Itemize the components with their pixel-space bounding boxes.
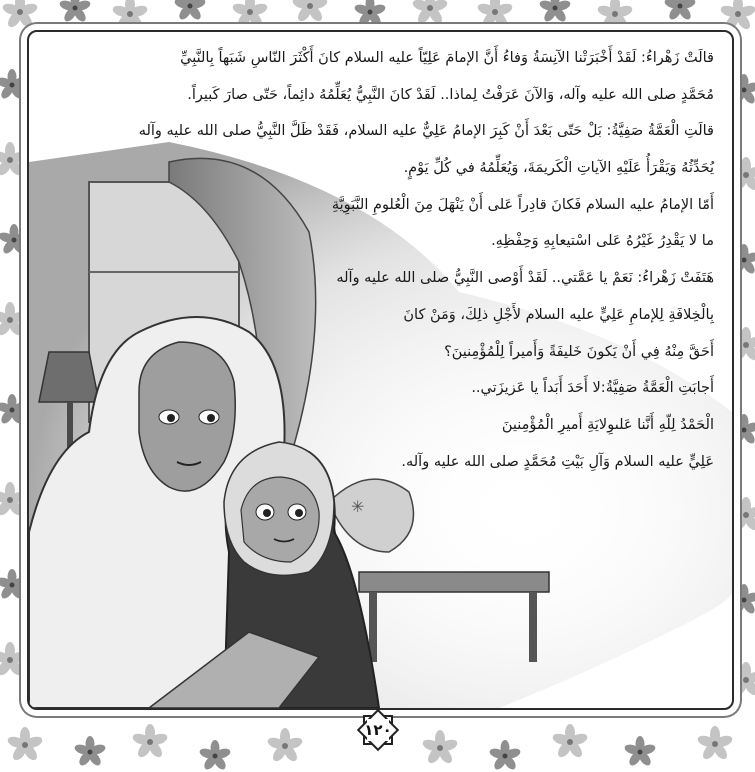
page-number-badge [355,708,401,752]
story-line: قالَتِ الْعَمَّةُ صَفِيَّةُ: بَلْ حَتّى بَعْدَ أَنْ كَبِرَ الإمامُ عَلِيٌّ عليه السلام، فَقَدْ ظَلَّ النَّبِيُّ صلى الله عليه وآله [138,123,714,140]
story-line: هَتَفَتْ زَهْراءُ: نَعَمْ يا عَمَّتي.. لَقَدْ أَوْصى النَّبِيُّ صلى الله عليه وآله [336,270,714,287]
story-line: يُحَدِّثُهُ وَيَقْرَأُ عَلَيْهِ الآياتِ الْكَريمَةَ، وَيُعَلِّمُهُ في كُلِّ يَوْمٍ. [403,160,714,177]
story-line: قالَتْ زَهْراءُ: لَقَدْ أَخْبَرَتْنا الآنِسَةُ وَفاءُ أَنَّ الإمامَ عَلِيّاً عليه السلام كانَ أَكْثَرَ النّاسِ شَبَهاً بِالنَّبِيِّ [180,50,714,66]
story-line: ما لا يَقْدِرُ غَيْرُهُ عَلى اسْتيعابِهِ وَحِفْظِهِ. [491,233,714,250]
page-number: ١٢٠ [364,721,392,739]
svg-text:✳: ✳ [351,497,365,516]
story-line: بِالْخِلافَةِ لِلإمامِ عَلِيٍّ عليه السلام لأَجْلِ ذلِكَ، وَمَنْ كانَ [403,306,714,323]
girl-face [241,477,319,562]
story-line: الْحَمْدُ لِلّهِ أَنَّنا عَلىوِلايَةِ أَميرِ الْمُؤْمِنينَ [501,416,714,433]
story-text [34,40,714,480]
story-page [27,30,734,710]
table [359,572,549,592]
story-line: أَجابَتِ الْعَمَّةُ صَفِيَّةُ:لا أَحَدَ أَبَداً يا عَزيزَتي.. [471,380,714,397]
story-line: أَحَقَّ مِنْهُ فِي أَنْ يَكونَ خَليفَةً وَأَميراً لِلْمُؤْمِنينَ؟ [444,343,714,360]
story-line: أَمّا الإمامُ عليه السلام فَكانَ قادِراً عَلى أَنْ يَنْهَلَ مِنَ الْعُلومِ النَّبَوِيَّةِ [331,196,714,213]
story-line: عَلِيٍّ عليه السلام وَآلِ بَيْتِ مُحَمَّدٍ صلى الله عليه وآله. [401,453,714,470]
story-line: مُحَمَّدٍ صلى الله عليه وآله، وَالآنَ عَرَفْتُ لِماذا.. لَقَدْ كانَ النَّبِيُّ يُعَلِّمُهُ دائِماً، حَتّى صارَ كَبيراً. [187,86,714,103]
